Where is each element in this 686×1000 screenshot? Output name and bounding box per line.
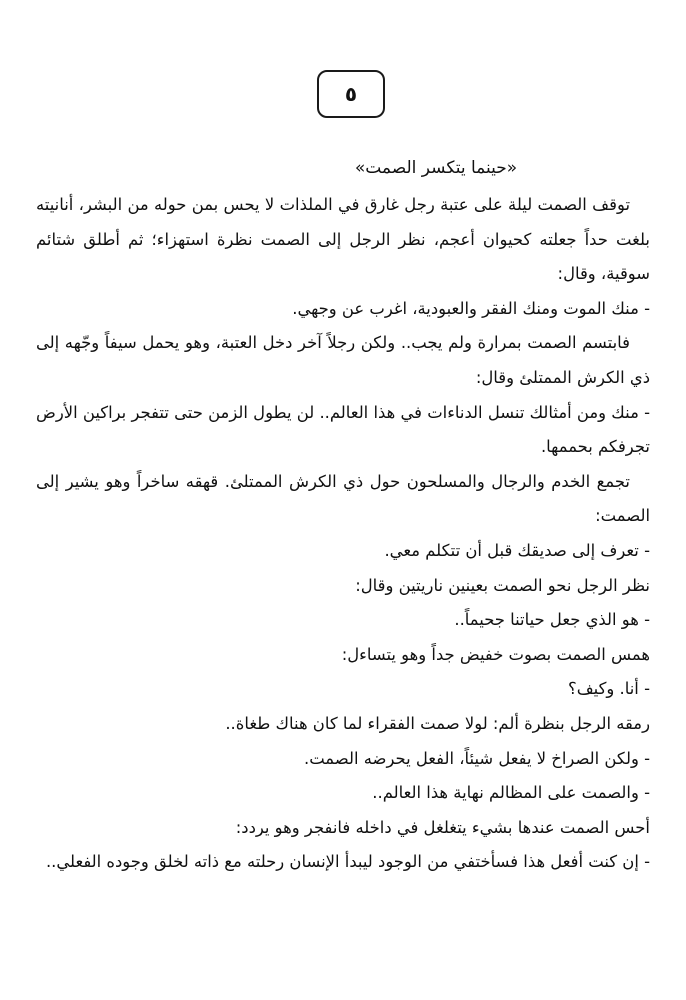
story-body xyxy=(36,188,650,880)
dialogue-line: - تعرف إلى صديقك قبل أن تتكلم معي. xyxy=(384,540,650,560)
story-title: «حينما يتكسر الصمت» xyxy=(354,158,518,178)
paragraph: رمقه الرجل بنظرة ألم: لولا صمت الفقراء لما كان هناك طغاة.. xyxy=(225,713,650,733)
dialogue-line: - منك ومن أمثالك تنسل الدناءات في هذا العالم.. لن يطول الزمن حتى تتفجر براكين الأرض تجرفكم بحممها. xyxy=(36,402,650,457)
paragraph: نظر الرجل نحو الصمت بعينين ناريتين وقال: xyxy=(355,575,650,595)
paragraph: توقف الصمت ليلة على عتبة رجل غارق في الملذات لا يحس بمن حوله من البشر، أنانيته بلغت حداً جعلته كحيوان أعجم، نظر الرجل إلى الصمت نظرة استهزاء؛ ثم أطلق شتائم سوقية، وقال: xyxy=(36,195,650,284)
paragraph: همس الصمت بصوت خفيض جداً وهو يتساءل: xyxy=(341,644,650,664)
page-number: ٥ xyxy=(344,82,358,106)
dialogue-line: - إن كنت أفعل هذا فسأختفي من الوجود ليبدأ الإنسان رحلته مع ذاته لخلق وجوده الفعلي.. xyxy=(45,852,650,872)
dialogue-line: - ولكن الصراخ لا يفعل شيئاً، الفعل يحرضه الصمت. xyxy=(304,748,650,768)
dialogue-line: - منك الموت ومنك الفقر والعبودية، اغرب عن وجهي. xyxy=(292,298,650,318)
dialogue-line: - والصمت على المظالم نهاية هذا العالم.. xyxy=(372,783,650,803)
page-number-box xyxy=(317,70,385,118)
paragraph: تجمع الخدم والرجال والمسلحون حول ذي الكرش الممتلئ. قهقه ساخراً وهو يشير إلى الصمت: xyxy=(36,471,650,526)
dialogue-line: - أنا. وكيف؟ xyxy=(568,679,650,699)
paragraph: أحس الصمت عندها بشيء يتغلغل في داخله فانفجر وهو يردد: xyxy=(235,817,650,837)
paragraph: فابتسم الصمت بمرارة ولم يجب.. ولكن رجلاً آخر دخل العتبة، وهو يحمل سيفاً وجّهه إلى ذي الكرش الممتلئ وقال: xyxy=(36,333,650,387)
dialogue-line: - هو الذي جعل حياتنا جحيماً.. xyxy=(454,610,650,630)
